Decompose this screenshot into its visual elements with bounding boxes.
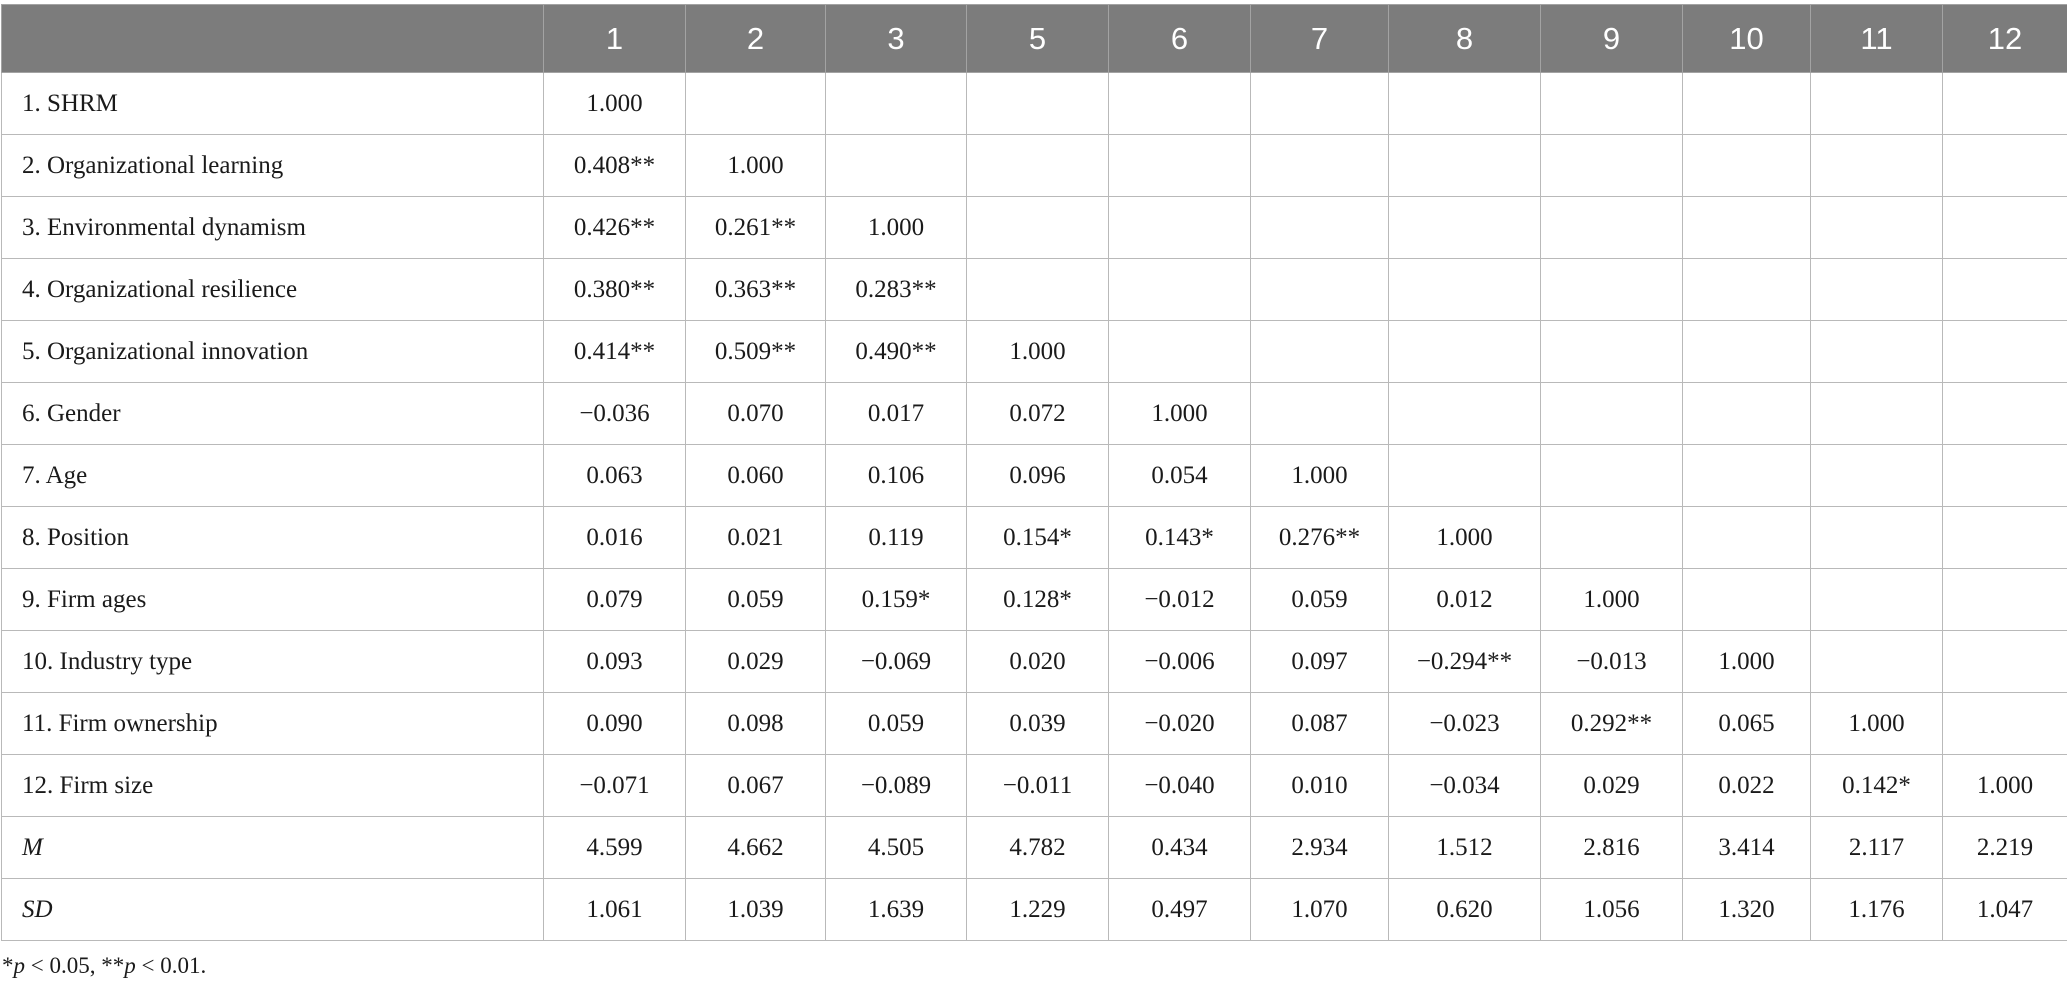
footnote-p-symbol: p <box>13 953 25 978</box>
table-cell: 0.098 <box>686 693 826 755</box>
table-cell <box>1251 321 1389 383</box>
row-label: M <box>2 817 544 879</box>
table-cell: 4.782 <box>967 817 1109 879</box>
table-cell <box>1811 259 1943 321</box>
table-cell: 1.320 <box>1683 879 1811 941</box>
table-cell: 0.070 <box>686 383 826 445</box>
table-cell: 1.000 <box>967 321 1109 383</box>
table-cell <box>1251 259 1389 321</box>
table-cell: 1.070 <box>1251 879 1389 941</box>
table-cell <box>1811 569 1943 631</box>
table-cell <box>1389 383 1541 445</box>
table-row <box>2 73 2067 135</box>
table-cell: 1.000 <box>1943 755 2067 817</box>
table-cell: 0.159* <box>826 569 967 631</box>
table-cell: 1.000 <box>826 197 967 259</box>
row-label: 6. Gender <box>2 383 544 445</box>
table-cell: 0.093 <box>544 631 686 693</box>
table-cell <box>1943 135 2067 197</box>
table-cell: 0.408** <box>544 135 686 197</box>
table-row <box>2 259 2067 321</box>
table-cell: 0.059 <box>686 569 826 631</box>
footnote-threshold-2: < 0.01. <box>135 953 207 978</box>
table-cell: −0.069 <box>826 631 967 693</box>
table-cell: 1.176 <box>1811 879 1943 941</box>
column-header: 12 <box>1943 5 2067 73</box>
table-cell <box>1541 73 1683 135</box>
table-cell: 0.012 <box>1389 569 1541 631</box>
header-row <box>2 5 2067 73</box>
column-header: 5 <box>967 5 1109 73</box>
table-cell <box>1943 507 2067 569</box>
table-cell <box>1251 197 1389 259</box>
table-cell: 0.490** <box>826 321 967 383</box>
table-cell <box>1811 197 1943 259</box>
table-cell <box>1541 445 1683 507</box>
table-cell: 0.054 <box>1109 445 1251 507</box>
footnote-p-symbol: p <box>124 953 136 978</box>
table-cell: 0.292** <box>1541 693 1683 755</box>
row-label: SD <box>2 879 544 941</box>
table-cell <box>1251 383 1389 445</box>
table-cell <box>1541 321 1683 383</box>
table-cell: 0.426** <box>544 197 686 259</box>
table-cell: 0.497 <box>1109 879 1251 941</box>
column-header: 1 <box>544 5 686 73</box>
footnote-threshold-1: < 0.05, ** <box>25 953 125 978</box>
table-row <box>2 445 2067 507</box>
table-cell: 0.363** <box>686 259 826 321</box>
row-label: 1. SHRM <box>2 73 544 135</box>
table-cell <box>1943 259 2067 321</box>
table-row <box>2 693 2067 755</box>
table-cell <box>967 135 1109 197</box>
column-header: 2 <box>686 5 826 73</box>
table-cell: 0.087 <box>1251 693 1389 755</box>
table-row <box>2 383 2067 445</box>
table-cell: −0.071 <box>544 755 686 817</box>
table-cell <box>1389 445 1541 507</box>
table-cell: 0.154* <box>967 507 1109 569</box>
table-cell <box>1811 445 1943 507</box>
table-row <box>2 135 2067 197</box>
table-cell <box>1389 259 1541 321</box>
table-cell: 0.143* <box>1109 507 1251 569</box>
table-cell: −0.013 <box>1541 631 1683 693</box>
header-corner <box>2 5 544 73</box>
table-cell: −0.294** <box>1389 631 1541 693</box>
table-cell: 1.229 <box>967 879 1109 941</box>
table-cell <box>1541 259 1683 321</box>
table-cell <box>1943 321 2067 383</box>
table-body <box>2 73 2067 941</box>
table-cell <box>1109 135 1251 197</box>
table-cell: 0.063 <box>544 445 686 507</box>
table-cell: −0.020 <box>1109 693 1251 755</box>
row-label: 11. Firm ownership <box>2 693 544 755</box>
row-label: 12. Firm size <box>2 755 544 817</box>
row-label: 4. Organizational resilience <box>2 259 544 321</box>
table-cell: 0.010 <box>1251 755 1389 817</box>
table-cell: 0.067 <box>686 755 826 817</box>
table-cell: 3.414 <box>1683 817 1811 879</box>
footnote-star: * <box>2 953 14 978</box>
table-cell <box>1541 197 1683 259</box>
table-cell <box>1811 631 1943 693</box>
table-cell <box>1683 507 1811 569</box>
table-cell: 0.414** <box>544 321 686 383</box>
table-cell: 1.061 <box>544 879 686 941</box>
table-cell: 0.097 <box>1251 631 1389 693</box>
table-cell <box>967 197 1109 259</box>
table-cell: 0.380** <box>544 259 686 321</box>
table-cell: 4.599 <box>544 817 686 879</box>
table-cell: −0.011 <box>967 755 1109 817</box>
row-label: 10. Industry type <box>2 631 544 693</box>
table-cell <box>1943 693 2067 755</box>
table-cell: 2.117 <box>1811 817 1943 879</box>
table-cell <box>1943 631 2067 693</box>
column-header: 3 <box>826 5 967 73</box>
table-cell: 0.029 <box>1541 755 1683 817</box>
table-cell <box>1251 135 1389 197</box>
table-cell <box>1389 73 1541 135</box>
table-cell: 0.016 <box>544 507 686 569</box>
table-cell <box>826 73 967 135</box>
table-row <box>2 569 2067 631</box>
table-cell <box>1811 135 1943 197</box>
table-cell: 1.512 <box>1389 817 1541 879</box>
column-header: 11 <box>1811 5 1943 73</box>
table-cell: 0.029 <box>686 631 826 693</box>
table-row <box>2 817 2067 879</box>
table-cell: 1.000 <box>686 135 826 197</box>
table-cell <box>1389 197 1541 259</box>
table-row <box>2 197 2067 259</box>
table-cell: 0.096 <box>967 445 1109 507</box>
table-cell: −0.040 <box>1109 755 1251 817</box>
table-cell <box>1109 73 1251 135</box>
table-cell: −0.012 <box>1109 569 1251 631</box>
row-label: 3. Environmental dynamism <box>2 197 544 259</box>
table-cell <box>1541 507 1683 569</box>
table-cell: 4.662 <box>686 817 826 879</box>
table-cell <box>1943 73 2067 135</box>
table-cell: 0.020 <box>967 631 1109 693</box>
table-cell <box>1109 259 1251 321</box>
table-cell <box>1943 383 2067 445</box>
table-cell <box>1683 73 1811 135</box>
table-cell: 1.039 <box>686 879 826 941</box>
table-cell <box>1109 197 1251 259</box>
table-cell <box>967 259 1109 321</box>
table-cell: 0.021 <box>686 507 826 569</box>
table-cell: 1.000 <box>1683 631 1811 693</box>
table-cell: 0.065 <box>1683 693 1811 755</box>
table-cell: 1.000 <box>1811 693 1943 755</box>
row-label: 2. Organizational learning <box>2 135 544 197</box>
table-cell <box>1943 569 2067 631</box>
table-cell: 0.059 <box>1251 569 1389 631</box>
table-cell <box>1683 197 1811 259</box>
table-cell: 0.022 <box>1683 755 1811 817</box>
table-cell <box>1251 73 1389 135</box>
table-cell: 0.079 <box>544 569 686 631</box>
table-cell <box>1389 321 1541 383</box>
table-cell: 0.276** <box>1251 507 1389 569</box>
table-cell: −0.006 <box>1109 631 1251 693</box>
table-cell: 0.509** <box>686 321 826 383</box>
table-cell: 0.283** <box>826 259 967 321</box>
table-cell: 1.639 <box>826 879 967 941</box>
row-label: 8. Position <box>2 507 544 569</box>
table-row <box>2 879 2067 941</box>
table-cell: 0.017 <box>826 383 967 445</box>
table-cell <box>1541 135 1683 197</box>
table-cell <box>1811 321 1943 383</box>
table-cell: 1.000 <box>544 73 686 135</box>
table-row <box>2 631 2067 693</box>
table-cell: 0.261** <box>686 197 826 259</box>
table-header <box>2 5 2067 73</box>
row-label: 5. Organizational innovation <box>2 321 544 383</box>
column-header: 6 <box>1109 5 1251 73</box>
column-header: 8 <box>1389 5 1541 73</box>
table-cell <box>967 73 1109 135</box>
table-cell: −0.036 <box>544 383 686 445</box>
table-row <box>2 321 2067 383</box>
table-row <box>2 755 2067 817</box>
table-cell <box>1683 445 1811 507</box>
row-label: 7. Age <box>2 445 544 507</box>
table-cell <box>1683 569 1811 631</box>
table-cell: 2.219 <box>1943 817 2067 879</box>
table-cell: 4.505 <box>826 817 967 879</box>
table-cell <box>1683 321 1811 383</box>
table-cell: 0.060 <box>686 445 826 507</box>
table-footnote <box>2 953 206 979</box>
table-cell <box>1541 383 1683 445</box>
table-cell: 0.072 <box>967 383 1109 445</box>
table-cell <box>1109 321 1251 383</box>
column-header: 10 <box>1683 5 1811 73</box>
table-cell: 1.056 <box>1541 879 1683 941</box>
table-cell: 0.059 <box>826 693 967 755</box>
table-cell: 1.000 <box>1389 507 1541 569</box>
table-cell: −0.034 <box>1389 755 1541 817</box>
table-cell <box>1389 135 1541 197</box>
table-cell: 0.039 <box>967 693 1109 755</box>
row-label: 9. Firm ages <box>2 569 544 631</box>
table-cell <box>1943 197 2067 259</box>
table-cell: 0.434 <box>1109 817 1251 879</box>
column-header: 9 <box>1541 5 1683 73</box>
table-cell: 1.047 <box>1943 879 2067 941</box>
table-cell <box>1683 383 1811 445</box>
table-cell: 1.000 <box>1109 383 1251 445</box>
table-cell <box>1811 73 1943 135</box>
table-row <box>2 507 2067 569</box>
table-cell <box>1811 507 1943 569</box>
table-cell: 1.000 <box>1251 445 1389 507</box>
table-cell <box>1811 383 1943 445</box>
table-cell: 0.128* <box>967 569 1109 631</box>
table-cell <box>686 73 826 135</box>
table-cell <box>1683 259 1811 321</box>
table-cell: 2.816 <box>1541 817 1683 879</box>
table-cell: 2.934 <box>1251 817 1389 879</box>
table-cell: 0.090 <box>544 693 686 755</box>
table-cell <box>1683 135 1811 197</box>
table-cell <box>826 135 967 197</box>
table-cell: −0.023 <box>1389 693 1541 755</box>
table-cell: −0.089 <box>826 755 967 817</box>
column-header: 7 <box>1251 5 1389 73</box>
table-cell <box>1943 445 2067 507</box>
table-cell: 0.106 <box>826 445 967 507</box>
table-cell: 1.000 <box>1541 569 1683 631</box>
correlation-table <box>1 4 2067 941</box>
table-cell: 0.620 <box>1389 879 1541 941</box>
table-cell: 0.119 <box>826 507 967 569</box>
table-cell: 0.142* <box>1811 755 1943 817</box>
